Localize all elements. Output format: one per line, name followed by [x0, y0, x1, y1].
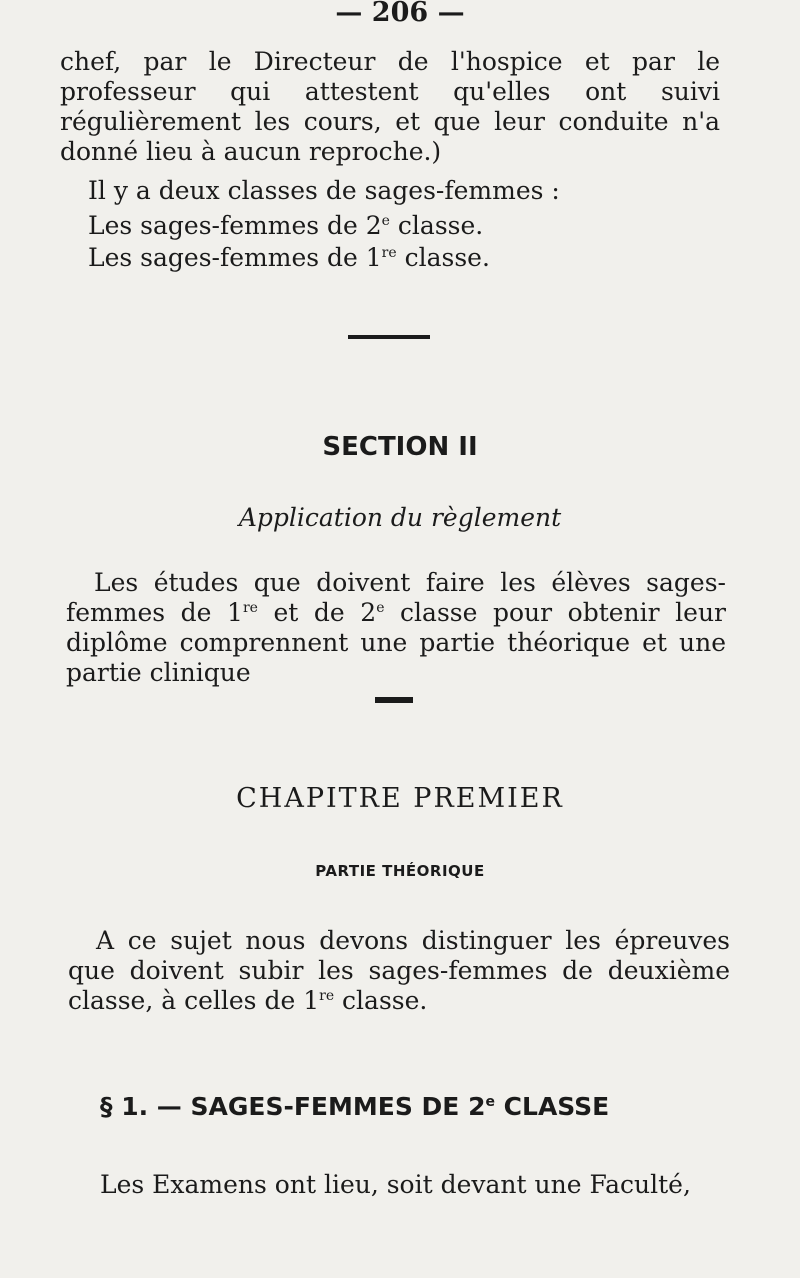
chapter-paragraph-text-b: classe. [334, 986, 428, 1015]
section-subtitle: Application du règlement [238, 503, 562, 532]
chapter-paragraph-sup: re [319, 988, 335, 1004]
chapter-paragraph [68, 926, 730, 1016]
class-1-tail: classe. [396, 243, 490, 272]
chapter-subtitle: PARTIE THÉORIQUE [315, 862, 485, 880]
section-paragraph-sup-2: e [376, 600, 385, 616]
chapter-paragraph-text-a: A ce sujet nous devons distinguer les épreuves que doivent subir les sages-femmes de deuxième classe, à celles de 1 [68, 926, 730, 1015]
subsection-sup: e [485, 1094, 495, 1110]
class-2-text: Les sages-femmes de 2 [88, 211, 382, 240]
subsection-tail: CLASSE [494, 1092, 610, 1121]
section-paragraph-text-c: classe pour obtenir leur diplôme comprennent une partie théorique et une partie clinique [66, 598, 727, 687]
section-paragraph [66, 568, 726, 688]
section-paragraph-text-b: et de 2 [257, 598, 377, 627]
section-title: SECTION II [322, 432, 478, 462]
section-paragraph-sup-1: re [242, 600, 258, 616]
short-divider [375, 697, 413, 703]
class-1-sup: re [381, 245, 397, 261]
last-line: Les Examens ont lieu, soit devant une Faculté, [100, 1170, 691, 1199]
classes-intro: Il y a deux classes de sages-femmes : [88, 176, 560, 205]
class-2-sup: e [381, 213, 390, 229]
class-2-line [88, 211, 483, 241]
subsection-text: § 1. — SAGES-FEMMES DE 2 [100, 1092, 486, 1121]
subsection-heading [100, 1092, 609, 1121]
class-1-line [88, 243, 490, 273]
chapter-title: CHAPITRE PREMIER [236, 783, 564, 814]
page-number: — 206 — [335, 0, 465, 28]
section-paragraph-text-a: Les études que doivent faire les élèves sages-femmes de 1 [66, 568, 726, 627]
divider-rule [348, 335, 430, 339]
class-1-text: Les sages-femmes de 1 [88, 243, 382, 272]
top-paragraph: chef, par le Directeur de l'hospice et par le professeur qui attestent qu'elles ont suivi régulièrement les cours, et que leur conduite n'a donné lieu à aucun reproche.) [60, 47, 720, 166]
class-2-tail: classe. [389, 211, 484, 240]
